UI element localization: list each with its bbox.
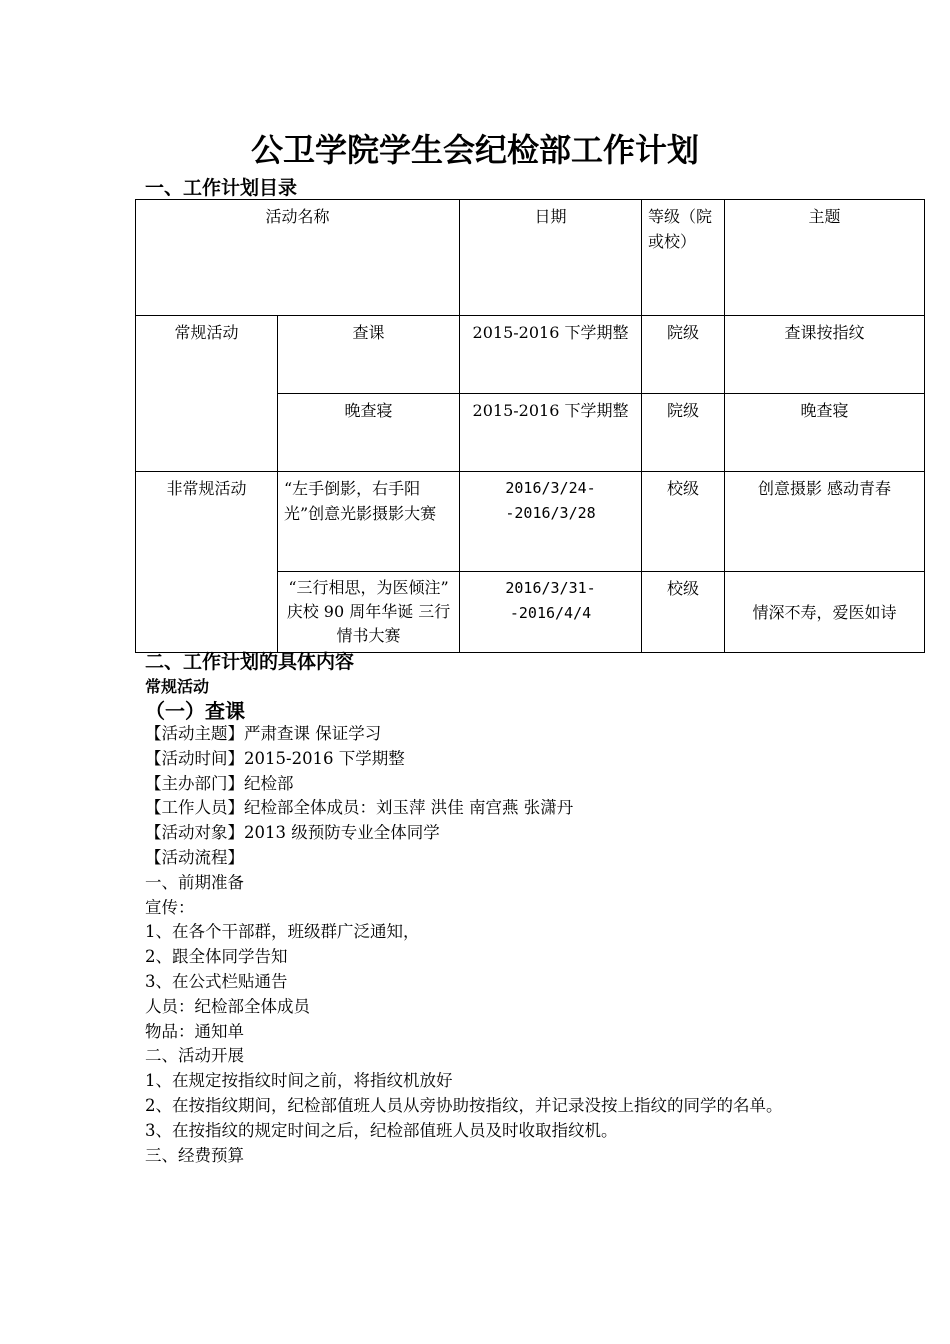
activity-theme: 晚查寝 — [725, 394, 925, 472]
table-header-row — [136, 200, 925, 316]
date-start: 2016/3/31- — [505, 579, 596, 597]
text-line: 一、前期准备 — [145, 872, 244, 892]
table-row — [136, 316, 925, 394]
activity-theme: 查课按指纹 — [725, 316, 925, 394]
activity-level: 校级 — [642, 572, 725, 653]
header-name: 活动名称 — [136, 200, 460, 316]
table-row — [136, 472, 925, 572]
text-line: 3、在按指纹的规定时间之后，纪检部值班人员及时收取指纹机。 — [145, 1120, 618, 1140]
text-line: 人员：纪检部全体成员 — [145, 996, 310, 1016]
text-line: 二、活动开展 — [145, 1046, 244, 1066]
category-cell: 非常规活动 — [136, 472, 278, 653]
activity-date: 2015-2016 下学期整 — [460, 316, 642, 394]
header-theme: 主题 — [725, 200, 925, 316]
document-title: 公卫学院学生会纪检部工作计划 — [250, 131, 699, 169]
text-line: 【活动对象】2013 级预防专业全体同学 — [145, 823, 440, 843]
section-heading-plan-list: 一、工作计划目录 — [145, 177, 298, 199]
text-line: 宣传： — [145, 897, 195, 917]
text-line: 【活动流程】 — [145, 847, 244, 867]
text-line: 【主办部门】纪检部 — [145, 773, 294, 793]
activity-name: “三行相思，为医倾注” 庆校 90 周年华诞 三行情书大赛 — [278, 572, 460, 653]
activity-date: 2015-2016 下学期整 — [460, 394, 642, 472]
section-heading-details: 二、工作计划的具体内容 — [145, 651, 355, 673]
subsection-heading: 常规活动 — [145, 677, 210, 696]
plan-table — [135, 199, 925, 653]
activity-name: “左手倒影，右手阳光”创意光影摄影大赛 — [278, 472, 460, 572]
activity-date — [460, 572, 642, 653]
text-line: 【活动时间】2015-2016 下学期整 — [145, 748, 405, 768]
activity-theme: 创意摄影 感动青春 — [725, 472, 925, 572]
activity-date — [460, 472, 642, 572]
header-level: 等级（院或校） — [642, 200, 725, 316]
text-line: 三、经费预算 — [145, 1145, 244, 1165]
header-date: 日期 — [460, 200, 642, 316]
date-start: 2016/3/24- — [505, 479, 596, 497]
text-line: 1、在规定按指纹时间之前，将指纹机放好 — [145, 1071, 453, 1091]
activity-theme: 情深不寿，爱医如诗 — [725, 572, 925, 653]
activity-name: 查课 — [278, 316, 460, 394]
text-line: 2、跟全体同学告知 — [145, 947, 288, 967]
activity-level: 院级 — [642, 316, 725, 394]
text-line: 【工作人员】纪检部全体成员：刘玉萍 洪佳 南宫燕 张潇丹 — [145, 798, 574, 818]
category-cell: 常规活动 — [136, 316, 278, 472]
text-line: 【活动主题】严肃查课 保证学习 — [145, 724, 382, 743]
text-line: 2、在按指纹期间，纪检部值班人员从旁协助按指纹，并记录没按上指纹的同学的名单。 — [145, 1095, 783, 1115]
date-end: -2016/4/4 — [509, 604, 592, 622]
activity-level: 院级 — [642, 394, 725, 472]
date-end: -2016/3/28 — [505, 504, 596, 522]
activity-name: 晚查寝 — [278, 394, 460, 472]
text-line: 物品：通知单 — [145, 1021, 244, 1041]
text-line: 1、在各个干部群，班级群广泛通知， — [145, 922, 420, 942]
plan-body-text — [145, 722, 825, 1168]
item-heading: （一）查课 — [145, 699, 245, 723]
text-line: 3、在公式栏贴通告 — [145, 971, 288, 991]
activity-level: 校级 — [642, 472, 725, 572]
